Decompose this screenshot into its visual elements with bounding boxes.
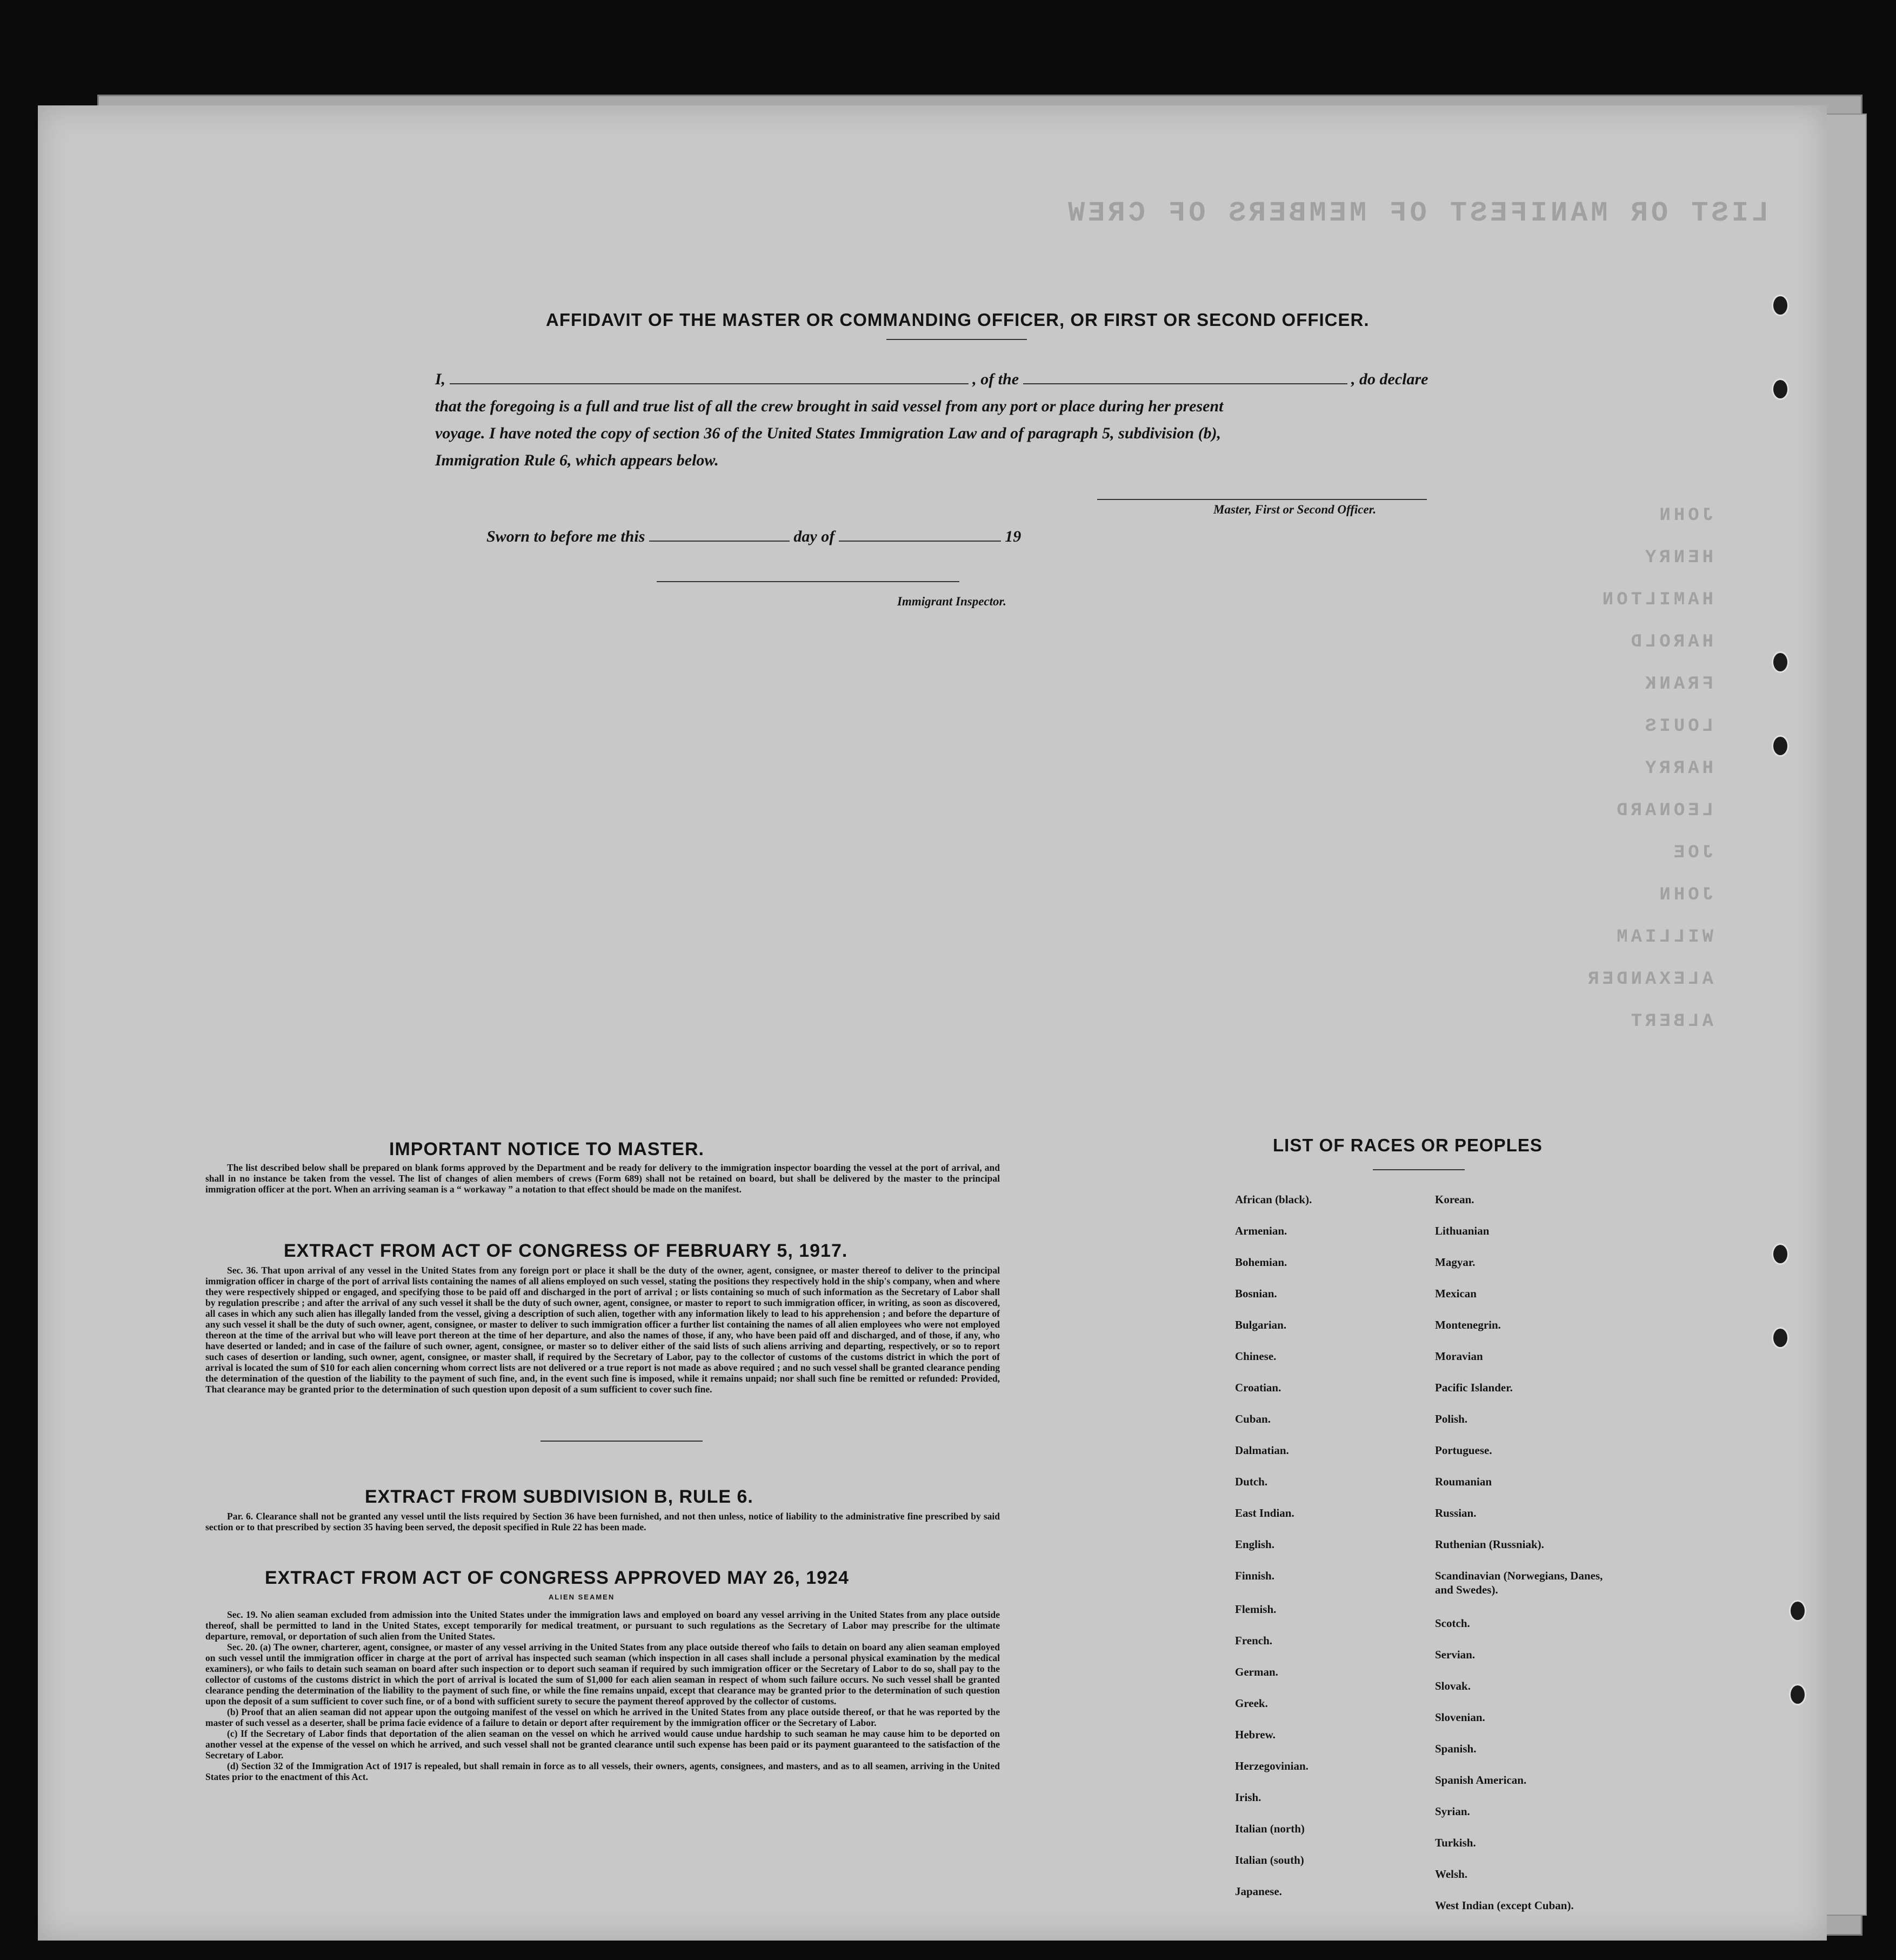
master-signature-line[interactable] — [1097, 499, 1427, 500]
inspector-label: Immigrant Inspector. — [897, 595, 1006, 608]
race-item: Greek. — [1235, 1697, 1268, 1710]
race-item: Flemish. — [1235, 1603, 1277, 1616]
race-item: Armenian. — [1235, 1224, 1287, 1237]
race-item: Spanish. — [1435, 1742, 1477, 1755]
race-item: Scandinavian (Norwegians, Danes, and Swedes). — [1435, 1569, 1603, 1596]
day-of-text: day of — [793, 528, 835, 545]
act-1924-sec20d: (d) Section 32 of the Immigration Act of 1917 is repealed, but shall remain in force as to all vessels, their owners, agents, consignees, and masters, and as to all seamen, arriving in the United States prior to the enactment of this Act. — [205, 1761, 1000, 1782]
race-item: Syrian. — [1435, 1805, 1470, 1818]
sworn-text: Sworn to before me this — [486, 528, 645, 545]
race-item: Finnish. — [1235, 1569, 1274, 1582]
affidavit-title: AFFIDAVIT OF THE MASTER OR COMMANDING OFFICER, OR FIRST OR SECOND OFFICER. — [546, 310, 1370, 330]
punch-hole — [1772, 735, 1789, 757]
act-1924-sec20a: Sec. 20. (a) The owner, charterer, agent, consignee, or master of any vessel arriving in the United States from any place outside thereof who fails to detain on board any alien seaman employed on such vessel until the immigration officer in charge at the port of arrival has inspected such seaman (which inspection in all cases shall include a personal physical examination by the medical examiners), or who fails to detain such seaman on board after such inspection or to deport such seaman if required by such immigration officer or the Secretary of Labor to do so, shall pay to the collector of customs of the customs district in which the port of arrival is located the sum of $1,000 for each alien seaman in respect of whom such failure occurs. No such vessel shall be granted clearance pending the determination of the liability to the payment of such fine, or while the fine remains unpaid, except that clearance may be granted prior to the determination of such question upon the deposit of a sum sufficient to cover such fine, or of a bond with sufficient surety to secure the payment thereof approved by the collector of customs. — [205, 1642, 1000, 1706]
title-underline — [886, 339, 1027, 340]
affidavit-line-4: Immigration Rule 6, which appears below. — [435, 451, 719, 469]
races-heading: LIST OF RACES OR PEOPLES — [1273, 1135, 1543, 1155]
race-item: Slovak. — [1435, 1679, 1471, 1692]
act-1924-subheading: ALIEN SEAMEN — [549, 1593, 615, 1601]
punch-hole — [1772, 295, 1789, 316]
race-item: Moravian — [1435, 1350, 1483, 1363]
race-item: Italian (north) — [1235, 1822, 1305, 1835]
punch-hole — [1772, 1327, 1789, 1349]
affidavit-of-the: , of the — [972, 370, 1019, 388]
bleed-through-column: JOHN HENRY HAMILTON HAROLD FRANK LOUIS HARRY LEONARD JOE JOHN WILLIAM ALEXANDER ALBERT — [1585, 505, 1713, 1032]
act-1917-text: Sec. 36. That upon arrival of any vessel in the United States from any foreign port or place it shall be the duty of the owner, agent, consignee, or master thereof to deliver to the principal immigration officer in charge of the port of arrival lists containing the names of all aliens employed on such vessel, stating the positions they respectively hold in the ship's company, when and where they were respectively shipped or engaged, and specifying those to be paid off and discharged in the port of arrival ; or lists containing so much of such information as the Secretary of Labor shall by regulation prescribe ; and after the arrival of any such vessel it shall be the duty of such owner, agent, consignee, or master to report to such immigration officer, in writing, as soon as discovered, all cases in which any such alien has illegally landed from the vessel, giving a description of such alien, together with any information likely to lead to his apprehension ; and before the departure of any such vessel it shall be the duty of such owner, agent, consignee, or master to deliver to such immigration officer a further list containing the names of all alien employees who were not employed thereon at the time of the arrival but who will leave port thereon at the time of her departure, and also the names of those, if any, who have been paid off and discharged, and of those, if any, who have deserted or landed; and in case of the failure of such owner, agent, consignee, or master so to deliver either of the said lists of such aliens arriving and departing, respectively, or so to report such cases of desertion or landing, such owner, agent, consignee, or master shall, if required by the Secretary of Labor, pay to the collector of customs of the customs district in which the port of arrival is located the sum of $10 for each alien concerning whom correct lists are not delivered or a true report is not made as above required ; and no such vessel shall be granted clearance pending the determination of the question of the liability to the payment of such fine, and, in the event such fine is imposed, while it remains unpaid; nor shall such fine be remitted or refunded: Provided, That clearance may be granted prior to the determination of such question upon deposit of a sum sufficient to cover such fine. — [205, 1265, 1000, 1395]
race-item: Slovenian. — [1435, 1711, 1485, 1724]
sworn-line — [486, 523, 1189, 550]
sworn-month-blank[interactable] — [839, 541, 1001, 542]
race-item: Irish. — [1235, 1791, 1261, 1804]
race-item: Hebrew. — [1235, 1728, 1276, 1741]
name-blank[interactable] — [450, 383, 969, 384]
race-item: East Indian. — [1235, 1506, 1294, 1519]
race-item: Japanese. — [1235, 1885, 1282, 1898]
race-item: Polish. — [1435, 1412, 1468, 1425]
race-item: Russian. — [1435, 1506, 1477, 1519]
race-item: French. — [1235, 1634, 1273, 1647]
race-item: Magyar. — [1435, 1256, 1476, 1269]
document-page — [38, 105, 1827, 1941]
master-signature-label: Master, First or Second Officer. — [1213, 503, 1377, 516]
year-text: 19 — [1005, 528, 1022, 545]
notice-heading: IMPORTANT NOTICE TO MASTER. — [389, 1139, 704, 1159]
punch-hole — [1772, 1243, 1789, 1265]
races-heading-rule — [1373, 1169, 1465, 1170]
rule-6-text: Par. 6. Clearance shall not be granted any vessel until the lists required by Section 36 have been furnished, and not then unless, notice of liability to the administrative fine prescribed by said section or to that prescribed by section 35 having been served, the deposit specified in Rule 22 has been made. — [205, 1511, 1000, 1532]
race-item: Portuguese. — [1435, 1444, 1492, 1457]
race-item: Turkish. — [1435, 1836, 1476, 1849]
affidavit-line-1 — [435, 366, 1489, 393]
bleed-through-header: LIST OR MANIFEST OF MEMBERS OF CREW — [1065, 197, 1769, 229]
race-item: West Indian (except Cuban). — [1435, 1899, 1574, 1912]
race-item: African (black). — [1235, 1193, 1312, 1206]
race-item: Italian (south) — [1235, 1854, 1304, 1866]
punch-hole — [1772, 651, 1789, 673]
race-item: Lithuanian — [1435, 1224, 1490, 1237]
vessel-blank[interactable] — [1023, 383, 1347, 384]
affidavit-i: I, — [435, 370, 446, 388]
race-item: English. — [1235, 1538, 1274, 1551]
punch-hole — [1772, 378, 1789, 400]
race-item: Croatian. — [1235, 1381, 1281, 1394]
race-item: Bosnian. — [1235, 1287, 1277, 1300]
race-item: Welsh. — [1435, 1868, 1468, 1881]
race-item: Ruthenian (Russniak). — [1435, 1538, 1544, 1551]
race-item: Bulgarian. — [1235, 1318, 1287, 1331]
race-item: German. — [1235, 1665, 1278, 1678]
rule-6-heading: EXTRACT FROM SUBDIVISION B, RULE 6. — [365, 1486, 753, 1507]
act-1924-text — [205, 1609, 1000, 1782]
sworn-day-blank[interactable] — [649, 541, 790, 542]
race-item: Cuban. — [1235, 1412, 1271, 1425]
notice-text: The list described below shall be prepared on blank forms approved by the Department and be ready for delivery to the immigration inspector boarding the vessel at the port of arrival, and shall in no instance be taken from the vessel. The list of changes of alien members of crews (Form 689) shall not be retained on board, but shall be delivered by the master to the principal immigration officer at the port. When an arriving seaman is a “ workaway ” a notation to that effect should be made on the manifest. — [205, 1162, 1000, 1195]
race-item: Mexican — [1435, 1287, 1477, 1300]
race-item: Scotch. — [1435, 1617, 1470, 1630]
race-item: Chinese. — [1235, 1350, 1277, 1363]
race-item: Montenegrin. — [1435, 1318, 1501, 1331]
act-1924-sec20b: (b) Proof that an alien seaman did not appear upon the outgoing manifest of the vessel on which he arrived in the United States from any place outside thereof, or that he was reported by the master of such vessel as a deserter, shall be prima facie evidence of a failure to detain or deport after requirement by the immigration officer or the Secretary of Labor. — [205, 1706, 1000, 1728]
race-item: Pacific Islander. — [1435, 1381, 1513, 1394]
affidavit-line-2: that the foregoing is a full and true list of all the crew brought in said vessel from any port or place during her present — [435, 397, 1224, 415]
races-right-column — [1435, 1184, 1651, 1921]
affidavit-declare: , do declare — [1351, 370, 1428, 388]
act-1917-heading: EXTRACT FROM ACT OF CONGRESS OF FEBRUARY 5, 1917. — [284, 1241, 848, 1261]
race-item: Dutch. — [1235, 1475, 1268, 1488]
race-item: Spanish American. — [1435, 1774, 1527, 1786]
act-1924-sec19: Sec. 19. No alien seaman excluded from admission into the United States under the immigration laws and employed on board any vessel arriving in the United States from any place outside thereof, shall be permitted to land in the United States, except temporarily for medical treatment, or pursuant to such regulations as the Secretary of Labor may prescribe for the ultimate departure, removal, or deportation of such alien from the United States. — [205, 1609, 1000, 1642]
race-item: Roumanian — [1435, 1475, 1492, 1488]
inspector-signature-line[interactable] — [657, 581, 959, 582]
race-item: Servian. — [1435, 1648, 1476, 1661]
act-1924-heading: EXTRACT FROM ACT OF CONGRESS APPROVED MAY 26, 1924 — [265, 1568, 849, 1588]
punch-hole — [1789, 1684, 1806, 1705]
race-item: Bohemian. — [1235, 1256, 1287, 1269]
race-item: Herzegovinian. — [1235, 1759, 1308, 1772]
act-1924-sec20c: (c) If the Secretary of Labor finds that deportation of the alien seaman on the vessel on which he arrived would cause undue hardship to such seaman he may cause him to be deported on another vessel at the expense of the vessel on which he arrived, and such vessel shall not be granted clearance until such expense has been paid or its payment guaranteed to the satisfaction of the Secretary of Labor. — [205, 1728, 1000, 1761]
affidavit-line-3: voyage. I have noted the copy of section 36 of the United States Immigration Law and of paragraph 5, subdivision (b), — [435, 424, 1221, 442]
punch-hole — [1789, 1600, 1806, 1622]
act-1917-rule — [540, 1441, 703, 1442]
race-item: Dalmatian. — [1235, 1444, 1289, 1457]
races-left-column — [1235, 1184, 1430, 1907]
race-item: Korean. — [1435, 1193, 1474, 1206]
